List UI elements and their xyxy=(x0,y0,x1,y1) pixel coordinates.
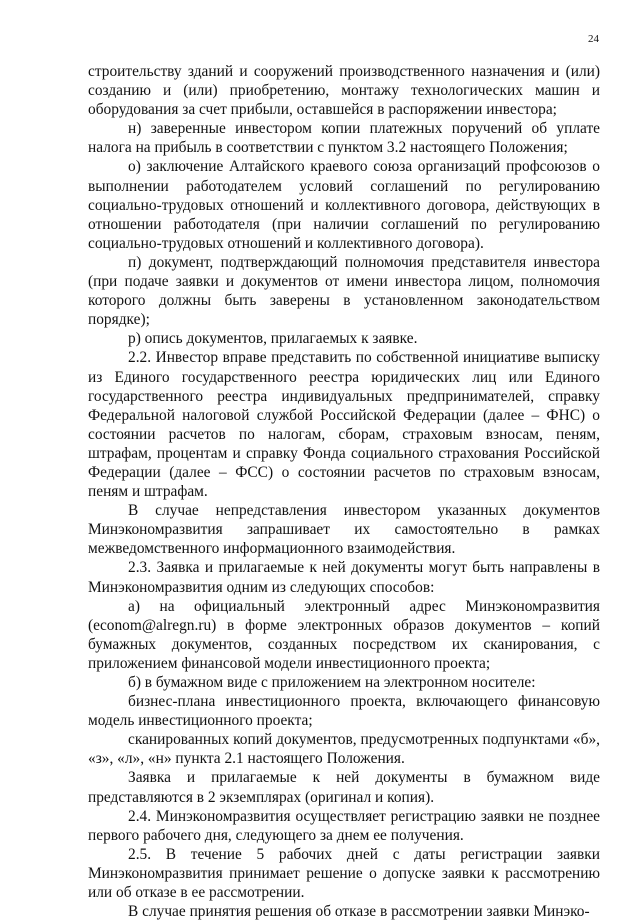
paragraph-nonsubmission: В случае непредставления инвестором указанных документов Минэкономразвития запрашивает их самостоятельно в рамках межведомственного информационного взаимодействия. xyxy=(88,502,600,558)
paragraph-clause-2-3: 2.3. Заявка и прилагаемые к ней документы могут быть направлены в Минэкономразвития одним из следующих способов: xyxy=(88,559,600,596)
paragraph-business-plan: бизнес-плана инвестиционного проекта, включающего финансовую модель инвестиционного проекта; xyxy=(88,693,600,730)
paragraph-item-o: о) заключение Алтайского краевого союза организаций профсоюзов о выполнении работодателем условий соглашений по регулированию социально-трудовых отношений и коллективного договора, действующих в отношении работодателя (при наличии соглашений по регулированию социально-трудовых отношений и коллективного договора). xyxy=(88,158,600,252)
paragraph-item-n: н) заверенные инвестором копии платежных поручений об уплате налога на прибыль в соответствии с пунктом 3.2 настоящего Положения; xyxy=(88,120,600,157)
paragraph-continuation: строительству зданий и сооружений производственного назначения и (или) созданию и (или) приобретению, монтажу технологических машин и оборудования за счет прибыли, оставшейся в распоряжении инвестора; xyxy=(88,63,600,119)
paragraph-paper-copies: Заявка и прилагаемые к ней документы в бумажном виде представляются в 2 экземплярах (оригинал и копия). xyxy=(88,769,600,806)
paragraph-method-b: б) в бумажном виде с приложением на электронном носителе: xyxy=(128,674,536,691)
paragraph-clause-2-5: 2.5. В течение 5 рабочих дней с даты регистрации заявки Минэкономразвития принимает решение о допуске заявки к рассмотрению или об отказе в ее рассмотрении. xyxy=(88,845,600,902)
page-number: 24 xyxy=(588,33,599,45)
paragraph-clause-2-2: 2.2. Инвестор вправе представить по собственной инициативе выписку из Единого государственного реестра юридических лиц или Единого государственного реестра индивидуальных предпринимателей, справку Федеральной налоговой службой Российской Федерации (далее – ФНС) о состоянии расчетов по налогам, сборам, страховым взносам, пеням, штрафам, процентам и справку Фонда социального страхования Российской Федерации (далее – ФСС) о состоянии расчетов по страховым взносам, пеням и штрафам. xyxy=(88,349,600,501)
paragraph-scanned-copies: сканированных копий документов, предусмотренных подпунктами «б», «з», «л», «н» пункта 2.1 настоящего Положения. xyxy=(88,731,600,768)
paragraph-clause-2-4: 2.4. Минэкономразвития осуществляет регистрацию заявки не позднее первого рабочего дня, следующего за днем ее получения. xyxy=(88,807,600,844)
paragraph-method-a: а) на официальный электронный адрес Минэкономразвития (econom@alregn.ru) в форме электронных образов документов – копий бумажных документов, созданных посредством их сканирования, с приложением финансовой модели инвестиционного проекта; xyxy=(88,597,600,672)
document-body xyxy=(88,62,600,921)
paragraph-item-r: р) опись документов, прилагаемых к заявке. xyxy=(128,330,418,348)
paragraph-refusal-case: В случае принятия решения об отказе в рассмотрении заявки Минэко- xyxy=(128,903,590,921)
paragraph-item-p: п) документ, подтверждающий полномочия представителя инвестора (при подаче заявки и документов от имени инвестора лицом, полномочия которого должны быть заверены в установленном законодательством порядке); xyxy=(88,253,600,329)
